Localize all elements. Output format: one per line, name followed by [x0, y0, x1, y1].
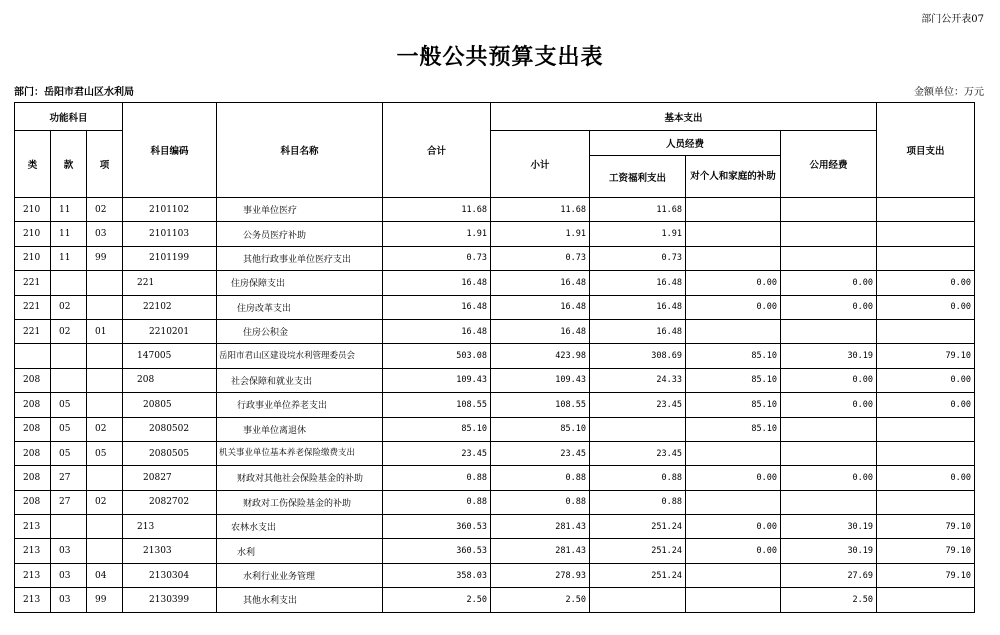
cell-kuan: 11 — [51, 198, 87, 222]
cell-salary — [590, 588, 686, 612]
cell-code: 221 — [123, 271, 217, 295]
cell-name: 事业单位离退休 — [217, 417, 383, 441]
cell-lei — [15, 344, 51, 368]
cell-subtotal: 423.98 — [491, 344, 590, 368]
cell-subsidy: 0.00 — [686, 515, 781, 539]
cell-kuan — [51, 344, 87, 368]
cell-kuan: 03 — [51, 539, 87, 563]
cell-project: 0.00 — [877, 295, 975, 319]
cell-subsidy — [686, 441, 781, 465]
cell-xiang — [87, 515, 123, 539]
header-kuan: 款 — [51, 131, 87, 198]
table-row — [15, 563, 975, 587]
header-lei: 类 — [15, 131, 51, 198]
cell-xiang: 02 — [87, 490, 123, 514]
table-row — [15, 344, 975, 368]
cell-salary: 308.69 — [590, 344, 686, 368]
cell-total: 0.88 — [383, 490, 491, 514]
table-row — [15, 588, 975, 612]
cell-xiang — [87, 466, 123, 490]
header-basic: 基本支出 — [491, 103, 877, 131]
cell-subsidy: 0.00 — [686, 539, 781, 563]
cell-xiang: 02 — [87, 198, 123, 222]
cell-xiang: 03 — [87, 222, 123, 246]
cell-project — [877, 198, 975, 222]
cell-kuan: 03 — [51, 588, 87, 612]
cell-total: 360.53 — [383, 515, 491, 539]
cell-kuan: 02 — [51, 319, 87, 343]
cell-subtotal: 11.68 — [491, 198, 590, 222]
table-row — [15, 246, 975, 270]
cell-project — [877, 222, 975, 246]
cell-name: 公务员医疗补助 — [217, 222, 383, 246]
header-public: 公用经费 — [781, 131, 877, 198]
cell-public — [781, 198, 877, 222]
cell-public — [781, 319, 877, 343]
cell-kuan: 02 — [51, 295, 87, 319]
cell-public — [781, 490, 877, 514]
cell-code: 22102 — [123, 295, 217, 319]
cell-subtotal: 23.45 — [491, 441, 590, 465]
cell-salary: 1.91 — [590, 222, 686, 246]
cell-kuan: 05 — [51, 393, 87, 417]
cell-public: 30.19 — [781, 515, 877, 539]
budget-expenditure-table — [14, 102, 975, 613]
cell-name: 岳阳市君山区建设垸水利管理委员会 — [217, 344, 383, 368]
header-total: 合计 — [383, 103, 491, 198]
cell-xiang — [87, 393, 123, 417]
cell-lei: 221 — [15, 295, 51, 319]
cell-lei: 208 — [15, 393, 51, 417]
cell-lei: 221 — [15, 271, 51, 295]
cell-xiang — [87, 344, 123, 368]
cell-total: 23.45 — [383, 441, 491, 465]
cell-total: 360.53 — [383, 539, 491, 563]
cell-total: 503.08 — [383, 344, 491, 368]
header-personnel: 人员经费 — [590, 131, 781, 156]
table-row — [15, 490, 975, 514]
cell-kuan: 11 — [51, 246, 87, 270]
cell-subtotal: 0.73 — [491, 246, 590, 270]
cell-project: 0.00 — [877, 393, 975, 417]
cell-name: 行政事业单位养老支出 — [217, 393, 383, 417]
cell-code: 2080502 — [123, 417, 217, 441]
table-row — [15, 466, 975, 490]
cell-code: 20805 — [123, 393, 217, 417]
cell-lei: 213 — [15, 588, 51, 612]
table-body — [15, 198, 975, 613]
table-row — [15, 271, 975, 295]
cell-subsidy — [686, 198, 781, 222]
header-func-subject: 功能科目 — [15, 103, 123, 131]
cell-kuan — [51, 368, 87, 392]
cell-project — [877, 588, 975, 612]
cell-salary: 24.33 — [590, 368, 686, 392]
cell-name: 事业单位医疗 — [217, 198, 383, 222]
cell-public — [781, 222, 877, 246]
cell-salary: 16.48 — [590, 319, 686, 343]
cell-name: 机关事业单位基本养老保险缴费支出 — [217, 441, 383, 465]
table-row — [15, 222, 975, 246]
cell-project: 0.00 — [877, 466, 975, 490]
cell-lei: 208 — [15, 368, 51, 392]
cell-kuan: 27 — [51, 466, 87, 490]
cell-code: 147005 — [123, 344, 217, 368]
cell-public — [781, 441, 877, 465]
cell-subtotal: 16.48 — [491, 271, 590, 295]
cell-lei: 210 — [15, 222, 51, 246]
cell-project: 0.00 — [877, 368, 975, 392]
cell-subsidy — [686, 246, 781, 270]
cell-lei: 208 — [15, 417, 51, 441]
cell-kuan: 05 — [51, 417, 87, 441]
cell-code: 2210201 — [123, 319, 217, 343]
table-row — [15, 417, 975, 441]
cell-lei: 210 — [15, 246, 51, 270]
cell-subsidy: 0.00 — [686, 295, 781, 319]
cell-subtotal: 0.88 — [491, 490, 590, 514]
table-row — [15, 441, 975, 465]
cell-total: 11.68 — [383, 198, 491, 222]
cell-xiang: 99 — [87, 246, 123, 270]
cell-subsidy: 0.00 — [686, 466, 781, 490]
cell-name: 住房改革支出 — [217, 295, 383, 319]
cell-lei: 213 — [15, 563, 51, 587]
cell-code: 2080505 — [123, 441, 217, 465]
cell-salary: 16.48 — [590, 295, 686, 319]
cell-total: 85.10 — [383, 417, 491, 441]
cell-total: 16.48 — [383, 271, 491, 295]
cell-public: 2.50 — [781, 588, 877, 612]
cell-name: 水利行业业务管理 — [217, 563, 383, 587]
cell-total: 109.43 — [383, 368, 491, 392]
cell-xiang: 02 — [87, 417, 123, 441]
cell-total: 16.48 — [383, 319, 491, 343]
cell-public — [781, 417, 877, 441]
cell-subsidy: 85.10 — [686, 344, 781, 368]
cell-project: 0.00 — [877, 271, 975, 295]
cell-salary: 0.88 — [590, 466, 686, 490]
cell-salary: 0.73 — [590, 246, 686, 270]
header-subsidy: 对个人和家庭的补助 — [686, 156, 781, 198]
cell-xiang — [87, 368, 123, 392]
cell-salary: 0.88 — [590, 490, 686, 514]
cell-public: 0.00 — [781, 295, 877, 319]
cell-salary: 23.45 — [590, 393, 686, 417]
table-row — [15, 393, 975, 417]
cell-lei: 208 — [15, 466, 51, 490]
cell-total: 16.48 — [383, 295, 491, 319]
cell-xiang: 04 — [87, 563, 123, 587]
cell-name: 其他行政事业单位医疗支出 — [217, 246, 383, 270]
cell-public: 27.69 — [781, 563, 877, 587]
cell-subtotal: 2.50 — [491, 588, 590, 612]
cell-subtotal: 1.91 — [491, 222, 590, 246]
cell-subsidy — [686, 490, 781, 514]
cell-kuan: 11 — [51, 222, 87, 246]
cell-code: 2101199 — [123, 246, 217, 270]
cell-public: 30.19 — [781, 344, 877, 368]
form-number: 部门公开表07 — [921, 14, 984, 25]
cell-salary: 16.48 — [590, 271, 686, 295]
cell-public: 0.00 — [781, 271, 877, 295]
amount-unit-label: 金额单位：万元 — [914, 87, 984, 98]
cell-salary: 23.45 — [590, 441, 686, 465]
cell-subtotal: 281.43 — [491, 539, 590, 563]
cell-subsidy: 85.10 — [686, 368, 781, 392]
cell-lei: 208 — [15, 441, 51, 465]
cell-subsidy — [686, 563, 781, 587]
cell-name: 住房公积金 — [217, 319, 383, 343]
cell-public: 0.00 — [781, 466, 877, 490]
cell-code: 2082702 — [123, 490, 217, 514]
cell-code: 20827 — [123, 466, 217, 490]
cell-lei: 210 — [15, 198, 51, 222]
cell-project — [877, 441, 975, 465]
cell-name: 水利 — [217, 539, 383, 563]
cell-subsidy: 85.10 — [686, 393, 781, 417]
cell-subtotal: 16.48 — [491, 295, 590, 319]
cell-subtotal: 85.10 — [491, 417, 590, 441]
cell-lei: 221 — [15, 319, 51, 343]
cell-subsidy — [686, 222, 781, 246]
cell-public: 30.19 — [781, 539, 877, 563]
cell-salary: 251.24 — [590, 563, 686, 587]
cell-project: 79.10 — [877, 344, 975, 368]
cell-project: 79.10 — [877, 563, 975, 587]
cell-project — [877, 246, 975, 270]
header-salary: 工资福利支出 — [590, 156, 686, 198]
cell-name: 住房保障支出 — [217, 271, 383, 295]
cell-total: 2.50 — [383, 588, 491, 612]
cell-total: 0.73 — [383, 246, 491, 270]
page-title: 一般公共预算支出表 — [396, 44, 604, 70]
cell-subtotal: 109.43 — [491, 368, 590, 392]
cell-salary: 11.68 — [590, 198, 686, 222]
cell-code: 2101102 — [123, 198, 217, 222]
cell-kuan: 03 — [51, 563, 87, 587]
cell-total: 0.88 — [383, 466, 491, 490]
cell-xiang — [87, 295, 123, 319]
cell-xiang: 01 — [87, 319, 123, 343]
cell-project: 79.10 — [877, 515, 975, 539]
cell-subtotal: 278.93 — [491, 563, 590, 587]
cell-subtotal: 281.43 — [491, 515, 590, 539]
table-row — [15, 515, 975, 539]
cell-code: 21303 — [123, 539, 217, 563]
cell-kuan — [51, 515, 87, 539]
cell-subsidy — [686, 588, 781, 612]
cell-total: 108.55 — [383, 393, 491, 417]
cell-salary: 251.24 — [590, 539, 686, 563]
header-code: 科目编码 — [123, 103, 217, 198]
table-row — [15, 368, 975, 392]
cell-code: 213 — [123, 515, 217, 539]
cell-subtotal: 0.88 — [491, 466, 590, 490]
table-row — [15, 539, 975, 563]
cell-subtotal: 16.48 — [491, 319, 590, 343]
header-xiang: 项 — [87, 131, 123, 198]
cell-lei: 213 — [15, 515, 51, 539]
cell-salary — [590, 417, 686, 441]
cell-code: 208 — [123, 368, 217, 392]
cell-lei: 213 — [15, 539, 51, 563]
cell-public: 0.00 — [781, 368, 877, 392]
cell-name: 其他水利支出 — [217, 588, 383, 612]
cell-subsidy — [686, 319, 781, 343]
cell-subsidy: 85.10 — [686, 417, 781, 441]
table-row — [15, 319, 975, 343]
header-name: 科目名称 — [217, 103, 383, 198]
cell-code: 2101103 — [123, 222, 217, 246]
cell-subtotal: 108.55 — [491, 393, 590, 417]
cell-public: 0.00 — [781, 393, 877, 417]
cell-public — [781, 246, 877, 270]
cell-code: 2130399 — [123, 588, 217, 612]
cell-project — [877, 490, 975, 514]
table-row — [15, 295, 975, 319]
cell-kuan: 05 — [51, 441, 87, 465]
cell-total: 358.03 — [383, 563, 491, 587]
cell-xiang: 05 — [87, 441, 123, 465]
cell-xiang — [87, 271, 123, 295]
cell-kuan: 27 — [51, 490, 87, 514]
cell-name: 社会保障和就业支出 — [217, 368, 383, 392]
department-label: 部门：岳阳市君山区水利局 — [14, 87, 134, 98]
table-row — [15, 198, 975, 222]
cell-total: 1.91 — [383, 222, 491, 246]
cell-lei: 208 — [15, 490, 51, 514]
cell-xiang: 99 — [87, 588, 123, 612]
cell-project — [877, 319, 975, 343]
cell-name: 农林水支出 — [217, 515, 383, 539]
cell-subsidy: 0.00 — [686, 271, 781, 295]
cell-salary: 251.24 — [590, 515, 686, 539]
cell-kuan — [51, 271, 87, 295]
cell-name: 财政对其他社会保险基金的补助 — [217, 466, 383, 490]
cell-project: 79.10 — [877, 539, 975, 563]
cell-xiang — [87, 539, 123, 563]
cell-code: 2130304 — [123, 563, 217, 587]
header-subtotal: 小计 — [491, 131, 590, 198]
header-project: 项目支出 — [877, 103, 975, 198]
cell-name: 财政对工伤保险基金的补助 — [217, 490, 383, 514]
cell-project — [877, 417, 975, 441]
